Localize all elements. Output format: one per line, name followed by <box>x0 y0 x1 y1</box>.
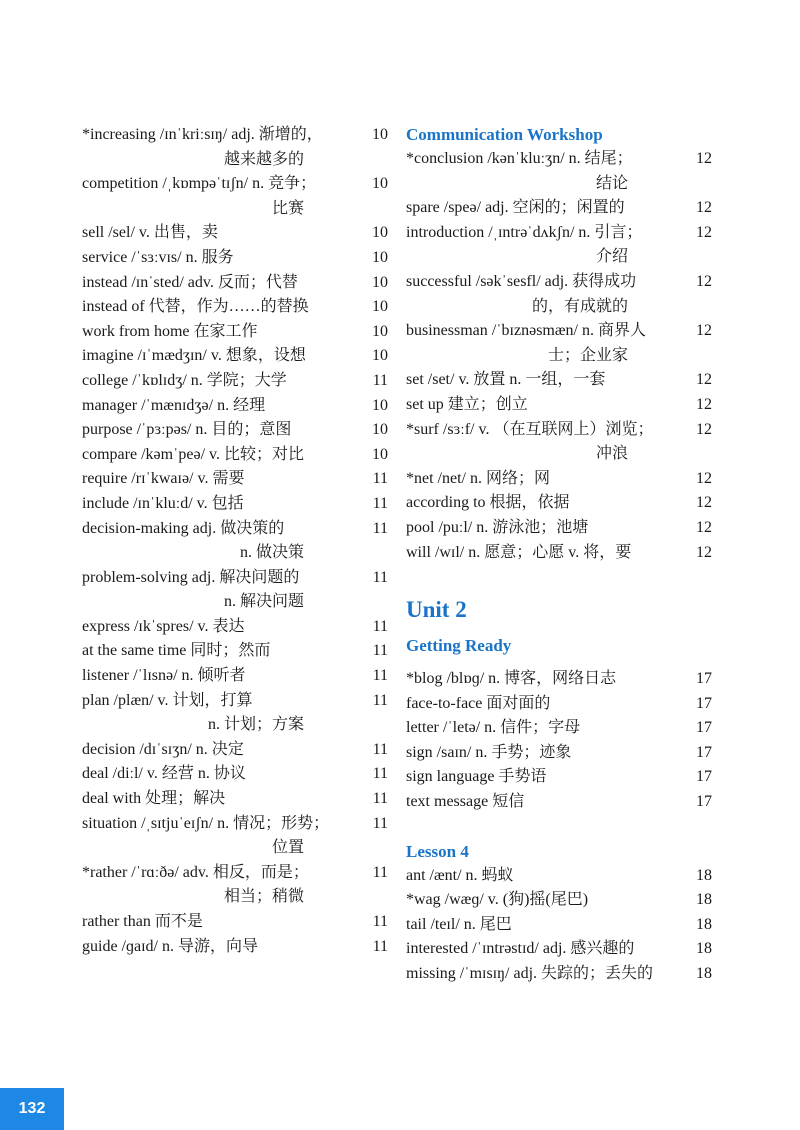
vocab-entry <box>406 716 712 741</box>
entry-continuation: 结论 <box>595 174 628 192</box>
entry-text: spare /speə/ adj. 空闲的；闲置的 <box>406 199 625 217</box>
entry-text: require /rɪˈkwaɪə/ v. 需要 <box>82 470 245 488</box>
section-heading-lesson-4: Lesson 4 <box>406 841 469 861</box>
vocab-entry <box>406 888 712 913</box>
entry-page: 10 <box>372 126 388 143</box>
entry-page: 18 <box>696 965 712 983</box>
vocab-entry <box>82 443 388 468</box>
entry-page: 10 <box>372 248 388 266</box>
entry-page: 11 <box>372 691 388 709</box>
entry-text: will /wɪl/ n. 愿意；心愿 v. 将，要 <box>406 543 632 561</box>
vocab-entry <box>82 566 388 615</box>
vocab-entry <box>82 492 388 517</box>
vocab-entry <box>82 689 388 738</box>
entry-page: 10 <box>372 298 388 316</box>
entry-text: *conclusion /kənˈkluːʒn/ n. 结尾； <box>406 150 633 167</box>
vocab-entry <box>406 270 712 319</box>
vocab-entry <box>82 664 388 689</box>
entry-text: instead of 代替，作为……的替换 <box>82 298 309 316</box>
entry-page: 10 <box>372 322 388 340</box>
entry-continuation: 介绍 <box>595 248 628 266</box>
entry-text: plan /plæn/ v. 计划，打算 <box>82 691 253 709</box>
entry-text: manager /ˈmænɪdʒə/ n. 经理 <box>82 396 266 414</box>
entry-page: 17 <box>696 719 712 737</box>
entry-text: competition /ˌkɒmpəˈtɪʃn/ n. 竞争； <box>82 175 317 193</box>
vocab-entry <box>82 221 388 246</box>
vocab-entry <box>82 812 388 861</box>
entry-text: instead /ɪnˈsted/ adv. 反而；代替 <box>82 273 298 291</box>
vocab-entry <box>406 147 712 196</box>
entry-text: businessman /ˈbɪznəsmæn/ n. 商界人 <box>406 322 646 340</box>
entry-text: include /ɪnˈkluːd/ v. 包括 <box>82 494 244 512</box>
entry-page: 10 <box>372 224 388 242</box>
entry-text: interested /ˈɪntrəstɪd/ adj. 感兴趣的 <box>406 940 635 958</box>
entry-continuation: 士；企业家 <box>547 346 628 364</box>
vocab-entry <box>82 615 388 640</box>
vocab-entry <box>82 295 388 320</box>
vocab-entry <box>406 491 712 516</box>
entry-text: letter /ˈletə/ n. 信件；字母 <box>406 719 581 737</box>
entry-text: *net /net/ n. 网络；网 <box>406 469 550 487</box>
entry-page: 11 <box>372 790 388 808</box>
entry-page: 18 <box>696 891 712 909</box>
entry-page: 17 <box>696 694 712 712</box>
entry-page: 12 <box>696 322 712 340</box>
entry-text: decision-making adj. 做决策的 <box>82 519 285 537</box>
entry-page: 17 <box>696 793 712 811</box>
entry-continuation: n. 解决问题 <box>223 593 304 611</box>
vocab-entry <box>82 320 388 345</box>
entry-text: rather than 而不是 <box>82 913 203 930</box>
page-number-badge: 132 <box>0 1088 64 1130</box>
section-heading-getting-ready: Getting Ready <box>406 636 512 656</box>
vocab-entry <box>82 861 388 910</box>
entry-text: sign /saɪn/ n. 手势；迹象 <box>406 743 572 761</box>
entry-text: tail /teɪl/ n. 尾巴 <box>406 915 512 933</box>
entry-continuation: 相当；稍微 <box>223 888 304 906</box>
entry-text: text message 短信 <box>406 793 525 811</box>
entry-page: 11 <box>372 470 388 488</box>
vocab-entry <box>406 368 712 393</box>
entry-text: face-to-face 面对面的 <box>406 694 551 712</box>
entry-page: 12 <box>696 543 712 561</box>
entry-page: 11 <box>372 667 388 685</box>
lesson-4-list <box>406 864 712 987</box>
entry-page: 11 <box>372 494 388 512</box>
vocab-entry <box>82 172 388 221</box>
vocab-entry <box>82 517 388 566</box>
vocab-entry <box>406 541 712 566</box>
vocab-entry <box>82 762 388 787</box>
vocab-entry <box>406 913 712 938</box>
entry-text: work from home 在家工作 <box>82 322 258 340</box>
entry-text: college /ˈkɒlɪdʒ/ n. 学院；大学 <box>82 371 287 389</box>
vocab-entry <box>406 962 712 987</box>
entry-page: 10 <box>372 421 388 439</box>
entry-page: 12 <box>696 223 712 241</box>
vocab-entry <box>82 639 388 664</box>
vocab-entry <box>406 196 712 221</box>
entry-page: 10 <box>372 175 388 193</box>
entry-page: 11 <box>372 568 388 586</box>
entry-continuation: 位置 <box>271 839 304 857</box>
entry-page: 11 <box>372 371 388 389</box>
entry-page: 10 <box>372 396 388 414</box>
entry-page: 11 <box>372 913 388 930</box>
entry-text: problem-solving adj. 解决问题的 <box>82 568 300 586</box>
communication-workshop-list <box>406 147 712 565</box>
vocab-entry <box>82 123 388 172</box>
entry-text: imagine /ɪˈmædʒɪn/ v. 想象，设想 <box>82 347 306 365</box>
vocab-entry <box>82 271 388 296</box>
entry-page: 18 <box>696 940 712 958</box>
vocab-entry <box>82 344 388 369</box>
entry-text: service /ˈsɜːvɪs/ n. 服务 <box>82 248 234 266</box>
vocab-entry <box>406 221 712 270</box>
entry-text: ant /ænt/ n. 蚂蚁 <box>406 866 514 884</box>
entry-page: 11 <box>372 519 388 537</box>
entry-text: *rather /ˈrɑːðə/ adv. 相反，而是； <box>82 863 309 881</box>
vocab-entry <box>406 937 712 962</box>
section-heading-communication-workshop: Communication Workshop <box>406 125 603 144</box>
entry-page: 10 <box>372 347 388 365</box>
vocab-entry <box>82 418 388 443</box>
entry-continuation: n. 做决策 <box>239 544 304 562</box>
entry-text: missing /ˈmɪsɪŋ/ adj. 失踪的；丢失的 <box>406 965 654 983</box>
entry-text: deal with 处理；解决 <box>82 790 226 808</box>
entry-page: 12 <box>696 518 712 536</box>
entry-continuation: n. 计划；方案 <box>207 716 304 734</box>
entry-text: set /set/ v. 放置 n. 一组，一套 <box>406 371 606 389</box>
entry-text: *wag /wæɡ/ v. (狗)摇(尾巴) <box>406 891 589 909</box>
vocab-entry <box>82 246 388 271</box>
entry-text: compare /kəmˈpeə/ v. 比较；对比 <box>82 445 305 463</box>
entry-page: 12 <box>696 199 712 217</box>
entry-page: 17 <box>696 768 712 786</box>
entry-text: express /ɪkˈspres/ v. 表达 <box>82 617 245 635</box>
entry-continuation: 冲浪 <box>595 445 628 463</box>
entry-page: 10 <box>372 445 388 463</box>
entry-text: set up 建立；创立 <box>406 395 528 413</box>
entry-page: 11 <box>372 765 388 783</box>
vocab-entry <box>82 787 388 812</box>
entry-page: 11 <box>372 642 388 660</box>
entry-text: pool /puːl/ n. 游泳池；池塘 <box>406 518 589 536</box>
vocab-entry <box>406 741 712 766</box>
left-column <box>82 123 388 959</box>
entry-text: decision /dɪˈsɪʒn/ n. 决定 <box>82 740 244 758</box>
entry-continuation: 的，有成就的 <box>531 297 628 315</box>
vocab-entry <box>82 738 388 763</box>
entry-page: 18 <box>696 915 712 933</box>
entry-text: guide /ɡaɪd/ n. 导游，向导 <box>82 937 258 955</box>
vocab-entry <box>82 369 388 394</box>
entry-text: according to 根据，依据 <box>406 494 570 512</box>
vocab-entry <box>82 467 388 492</box>
entry-page: 12 <box>696 150 712 167</box>
entry-page: 12 <box>696 272 712 290</box>
entry-page: 12 <box>696 420 712 438</box>
entry-text: purpose /ˈpɜːpəs/ n. 目的；意图 <box>82 421 292 439</box>
entry-page: 12 <box>696 371 712 389</box>
vocab-entry <box>406 393 712 418</box>
entry-page: 12 <box>696 494 712 512</box>
entry-page: 11 <box>372 814 388 832</box>
vocab-entry <box>406 319 712 368</box>
entry-text: listener /ˈlɪsnə/ n. 倾听者 <box>82 667 246 685</box>
entry-page: 10 <box>372 273 388 291</box>
entry-page: 17 <box>696 743 712 761</box>
entry-page: 12 <box>696 395 712 413</box>
vocab-entry <box>406 516 712 541</box>
entry-text: *increasing /ɪnˈkriːsɪŋ/ adj. 渐增的， <box>82 126 323 143</box>
right-column <box>406 123 712 987</box>
entry-text: *surf /sɜːf/ v. （在互联网上）浏览； <box>406 420 654 438</box>
entry-text: deal /diːl/ v. 经营 n. 协议 <box>82 765 246 783</box>
entry-continuation: 比赛 <box>271 199 304 217</box>
vocab-entry <box>82 910 388 935</box>
entry-text: situation /ˌsɪtjuˈeɪʃn/ n. 情况；形势； <box>82 814 330 832</box>
vocab-entry <box>406 418 712 467</box>
entry-continuation: 越来越多的 <box>223 150 304 168</box>
entry-page: 11 <box>372 740 388 758</box>
vocab-entry <box>406 467 712 492</box>
vocab-entry <box>82 394 388 419</box>
entry-page: 11 <box>372 863 388 881</box>
getting-ready-list <box>406 667 712 815</box>
entry-page: 11 <box>372 937 388 955</box>
entry-text: at the same time 同时；然而 <box>82 642 271 660</box>
entry-text: sign language 手势语 <box>406 768 547 786</box>
entry-page: 18 <box>696 866 712 884</box>
entry-text: successful /səkˈsesfl/ adj. 获得成功 <box>406 272 637 290</box>
vocab-entry <box>406 765 712 790</box>
vocab-entry <box>406 790 712 815</box>
entry-page: 11 <box>372 617 388 635</box>
entry-text: introduction /ˌɪntrəˈdʌkʃn/ n. 引言； <box>406 223 643 241</box>
vocab-entry <box>82 935 388 960</box>
vocab-entry <box>406 667 712 692</box>
entry-page: 12 <box>696 469 712 487</box>
unit-title: Unit 2 <box>406 597 467 623</box>
entry-text: sell /sel/ v. 出售，卖 <box>82 224 218 242</box>
entry-text: *blog /blɒɡ/ n. 博客，网络日志 <box>406 670 617 688</box>
entry-page: 17 <box>696 670 712 688</box>
vocab-entry <box>406 692 712 717</box>
vocab-entry <box>406 864 712 889</box>
